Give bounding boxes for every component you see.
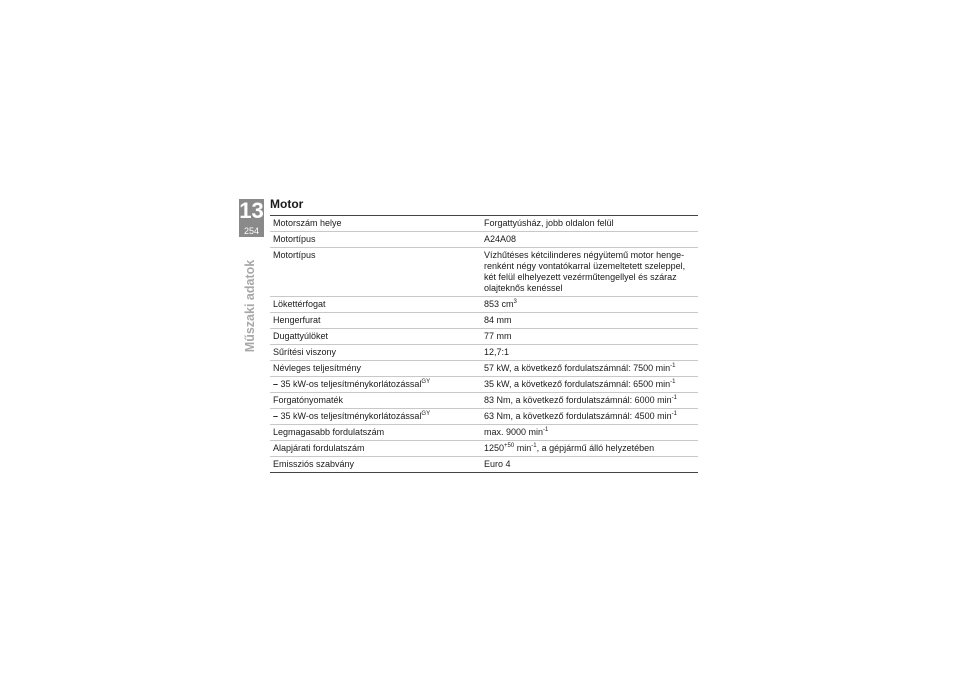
table-row <box>270 248 698 297</box>
value-text: 853 cm <box>484 299 514 309</box>
table-row <box>270 216 698 232</box>
section-title: Motor <box>270 197 304 211</box>
value-superscript: 3 <box>513 299 517 305</box>
spec-value <box>481 393 698 409</box>
value-text: 35 kW, a következő fordulatszámnál: 6500 min <box>484 379 671 389</box>
chapter-title: Műszaki adatok <box>243 259 257 353</box>
table-row <box>270 361 698 377</box>
spec-label: Névleges teljesítmény <box>270 361 481 377</box>
label-text: 35 kW-os teljesítménykorlátozással <box>280 411 422 421</box>
spec-value <box>481 377 698 393</box>
spec-value <box>481 409 698 425</box>
spec-value: Vízhűtéses kétcilinderes négyütemű motor henge-renként négy vontatókarral üzemeltetett szeleppel, két felül elhelyezett vezérműtengellyel és száraz olajteknős kenéssel <box>481 248 698 297</box>
table-row <box>270 297 698 313</box>
label-text: 35 kW-os teljesítménykorlátozással <box>280 379 422 389</box>
engine-spec-table <box>270 215 698 473</box>
spec-value: 77 mm <box>481 329 698 345</box>
spec-value <box>481 361 698 377</box>
spec-value: 12,7:1 <box>481 345 698 361</box>
spec-label: Sűrítési viszony <box>270 345 481 361</box>
value-superscript: -1 <box>670 379 676 385</box>
table-row <box>270 457 698 473</box>
spec-label: Forgatónyomaték <box>270 393 481 409</box>
table-row <box>270 329 698 345</box>
spec-label: Legmagasabb fordulatszám <box>270 425 481 441</box>
value-suffix: , a gépjármű álló helyzetében <box>536 443 655 453</box>
value-text: min <box>514 443 532 453</box>
dash-marker: – <box>273 379 279 389</box>
value-text: 57 kW, a következő fordulatszámnál: 7500 min <box>484 363 671 373</box>
table-row <box>270 313 698 329</box>
prefix-superscript: +50 <box>504 443 515 449</box>
value-superscript: -1 <box>671 395 677 401</box>
table-row <box>270 377 698 393</box>
spec-value <box>481 297 698 313</box>
table-row <box>270 345 698 361</box>
value-superscript: -1 <box>543 427 549 433</box>
table-row <box>270 393 698 409</box>
spec-value: Euro 4 <box>481 457 698 473</box>
spec-label <box>270 409 481 425</box>
spec-label: Motortípus <box>270 248 481 297</box>
dash-marker: – <box>273 411 279 421</box>
spec-label: Dugattyúlöket <box>270 329 481 345</box>
spec-value: A24A08 <box>481 232 698 248</box>
value-superscript: -1 <box>531 443 537 449</box>
table-row <box>270 232 698 248</box>
table-row <box>270 441 698 457</box>
spec-label: Lökettérfogat <box>270 297 481 313</box>
value-superscript: -1 <box>671 411 677 417</box>
table-row <box>270 425 698 441</box>
page-number: 254 <box>243 226 260 236</box>
spec-value: 84 mm <box>481 313 698 329</box>
value-text: 63 Nm, a következő fordulatszámnál: 4500 min <box>484 411 672 421</box>
chapter-side-label <box>233 244 267 368</box>
spec-label: Hengerfurat <box>270 313 481 329</box>
value-text: max. 9000 min <box>484 427 544 437</box>
label-superscript: GY <box>421 379 431 385</box>
spec-label: Alapjárati fordulatszám <box>270 441 481 457</box>
chapter-number: 13 <box>239 198 264 223</box>
value-prefix: 1250 <box>484 443 505 453</box>
spec-label: Motorszám helye <box>270 216 481 232</box>
spec-value: Forgattyúsház, jobb oldalon felül <box>481 216 698 232</box>
chapter-tab <box>239 199 264 237</box>
table-row <box>270 409 698 425</box>
spec-label: Motortípus <box>270 232 481 248</box>
label-superscript: GY <box>421 411 431 417</box>
spec-value <box>481 425 698 441</box>
value-superscript: -1 <box>670 363 676 369</box>
spec-label: Emissziós szabvány <box>270 457 481 473</box>
spec-label <box>270 377 481 393</box>
value-text: 83 Nm, a következő fordulatszámnál: 6000 min <box>484 395 672 405</box>
spec-value <box>481 441 698 457</box>
